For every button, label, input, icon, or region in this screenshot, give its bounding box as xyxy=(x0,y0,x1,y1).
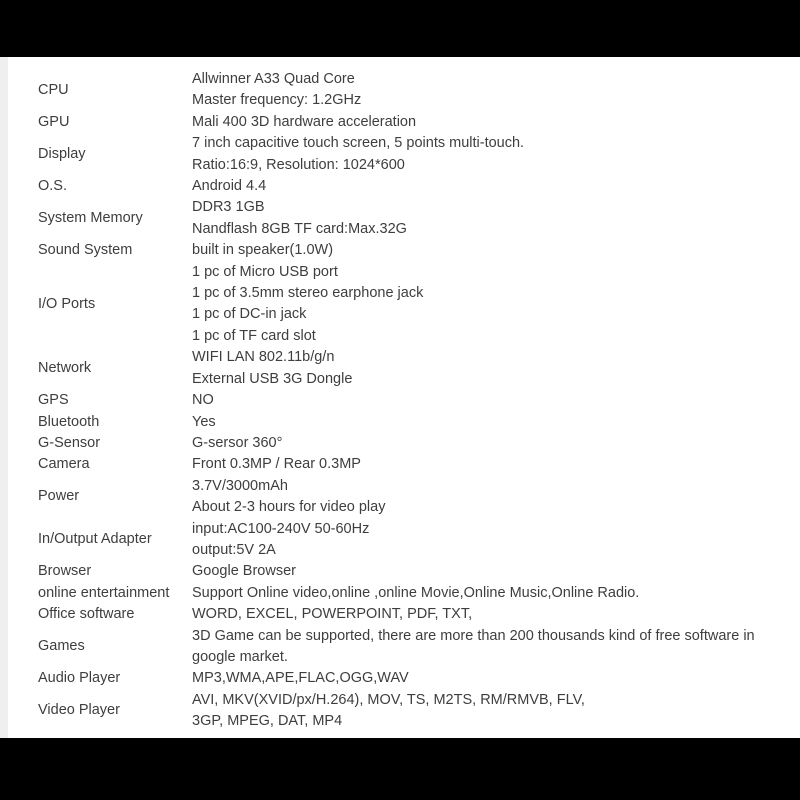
spec-values xyxy=(192,626,760,669)
spec-values xyxy=(192,133,760,176)
spec-label: Sound System xyxy=(38,242,133,259)
spec-label: Display xyxy=(38,145,86,162)
spec-value-line: External USB 3G Dongle xyxy=(192,370,353,387)
spec-table xyxy=(0,69,800,733)
spec-panel xyxy=(0,57,800,738)
spec-values xyxy=(192,690,760,733)
spec-value-line: 1 pc of 3.5mm stereo earphone jack xyxy=(192,285,424,302)
spec-row xyxy=(38,412,760,433)
spec-label: I/O Ports xyxy=(38,295,96,312)
spec-label: O.S. xyxy=(38,178,68,195)
spec-label: Office software xyxy=(38,606,135,623)
spec-row xyxy=(38,690,760,733)
spec-values xyxy=(192,433,760,454)
spec-value-line: Front 0.3MP / Rear 0.3MP xyxy=(192,456,361,473)
spec-label: Bluetooth xyxy=(38,413,100,430)
spec-values xyxy=(192,69,760,112)
spec-value-line: WIFI LAN 802.11b/g/n xyxy=(192,349,335,366)
spec-row xyxy=(38,561,760,582)
spec-values xyxy=(192,390,760,411)
spec-values xyxy=(192,240,760,261)
spec-values xyxy=(192,176,760,197)
spec-value-line: Nandflash 8GB TF card:Max.32G xyxy=(192,220,407,237)
spec-values xyxy=(192,668,760,689)
spec-values xyxy=(192,412,760,433)
spec-label: Camera xyxy=(38,456,90,473)
spec-row xyxy=(38,133,760,176)
spec-value-line: Google Browser xyxy=(192,563,296,580)
spec-value-line: 1 pc of TF card slot xyxy=(192,327,316,344)
spec-row xyxy=(38,390,760,411)
spec-row xyxy=(38,519,760,562)
spec-value-line: Support Online video,online ,online Movie,Online Music,Online Radio. xyxy=(192,584,640,601)
spec-value-line: Allwinner A33 Quad Core xyxy=(192,71,355,87)
spec-value-line: 3D Game can be supported, there are more than 200 thousands kind of free software in xyxy=(192,627,755,644)
spec-values xyxy=(192,262,760,348)
spec-values xyxy=(192,604,760,625)
spec-label: CPU xyxy=(38,81,69,98)
spec-value-line: WORD, EXCEL, POWERPOINT, PDF, TXT, xyxy=(192,606,473,623)
spec-label: Video Player xyxy=(38,702,120,719)
spec-value-line: MP3,WMA,APE,FLAC,OGG,WAV xyxy=(192,670,409,687)
spec-label: GPU xyxy=(38,113,70,130)
spec-value-line: AVI, MKV(XVID/px/H.264), MOV, TS, M2TS, RM/RMVB, FLV, xyxy=(192,691,585,708)
spec-values xyxy=(192,454,760,475)
spec-value-line: Ratio:16:9, Resolution: 1024*600 xyxy=(192,156,405,173)
spec-label: Network xyxy=(38,359,92,376)
spec-value-line: google market. xyxy=(192,648,288,665)
spec-label: G-Sensor xyxy=(38,434,101,451)
spec-label: Games xyxy=(38,638,85,655)
spec-value-line: 1 pc of DC-in jack xyxy=(192,306,307,323)
spec-value-line: 7 inch capacitive touch screen, 5 points multi-touch. xyxy=(192,135,525,152)
spec-row xyxy=(38,112,760,133)
spec-row xyxy=(38,583,760,604)
spec-values xyxy=(192,583,760,604)
spec-label: Audio Player xyxy=(38,670,121,687)
spec-values xyxy=(192,519,760,562)
spec-value-line: Mali 400 3D hardware acceleration xyxy=(192,113,417,130)
spec-label: Power xyxy=(38,488,80,505)
spec-value-line: 3GP, MPEG, DAT, MP4 xyxy=(192,713,343,730)
spec-values xyxy=(192,476,760,519)
spec-row xyxy=(38,604,760,625)
spec-label: System Memory xyxy=(38,210,143,227)
spec-value-line: DDR3 1GB xyxy=(192,199,265,216)
spec-value-line: output:5V 2A xyxy=(192,541,276,558)
spec-value-line: 1 pc of Micro USB port xyxy=(192,263,338,280)
spec-row xyxy=(38,454,760,475)
spec-value-line: About 2-3 hours for video play xyxy=(192,499,386,516)
spec-values xyxy=(192,347,760,390)
spec-row xyxy=(38,626,760,669)
spec-value-line: NO xyxy=(192,392,214,409)
spec-value-line: Yes xyxy=(192,413,216,430)
spec-row xyxy=(38,240,760,261)
spec-values xyxy=(192,197,760,240)
spec-row xyxy=(38,668,760,689)
spec-value-line: 3.7V/3000mAh xyxy=(192,477,288,494)
spec-row xyxy=(38,433,760,454)
spec-values xyxy=(192,561,760,582)
spec-row xyxy=(38,476,760,519)
spec-value-line: Android 4.4 xyxy=(192,178,267,195)
spec-row xyxy=(38,176,760,197)
spec-value-line: G-sersor 360° xyxy=(192,434,283,451)
spec-label: GPS xyxy=(38,392,69,409)
spec-label: In/Output Adapter xyxy=(38,531,152,548)
spec-values xyxy=(192,112,760,133)
spec-row xyxy=(38,262,760,348)
spec-value-line: built in speaker(1.0W) xyxy=(192,242,334,259)
spec-row xyxy=(38,197,760,240)
spec-row xyxy=(38,347,760,390)
spec-value-line: Master frequency: 1.2GHz xyxy=(192,92,362,109)
spec-row xyxy=(38,69,760,112)
spec-value-line: input:AC100-240V 50-60Hz xyxy=(192,520,370,537)
spec-label: Browser xyxy=(38,563,92,580)
spec-label: online entertainment xyxy=(38,584,170,601)
